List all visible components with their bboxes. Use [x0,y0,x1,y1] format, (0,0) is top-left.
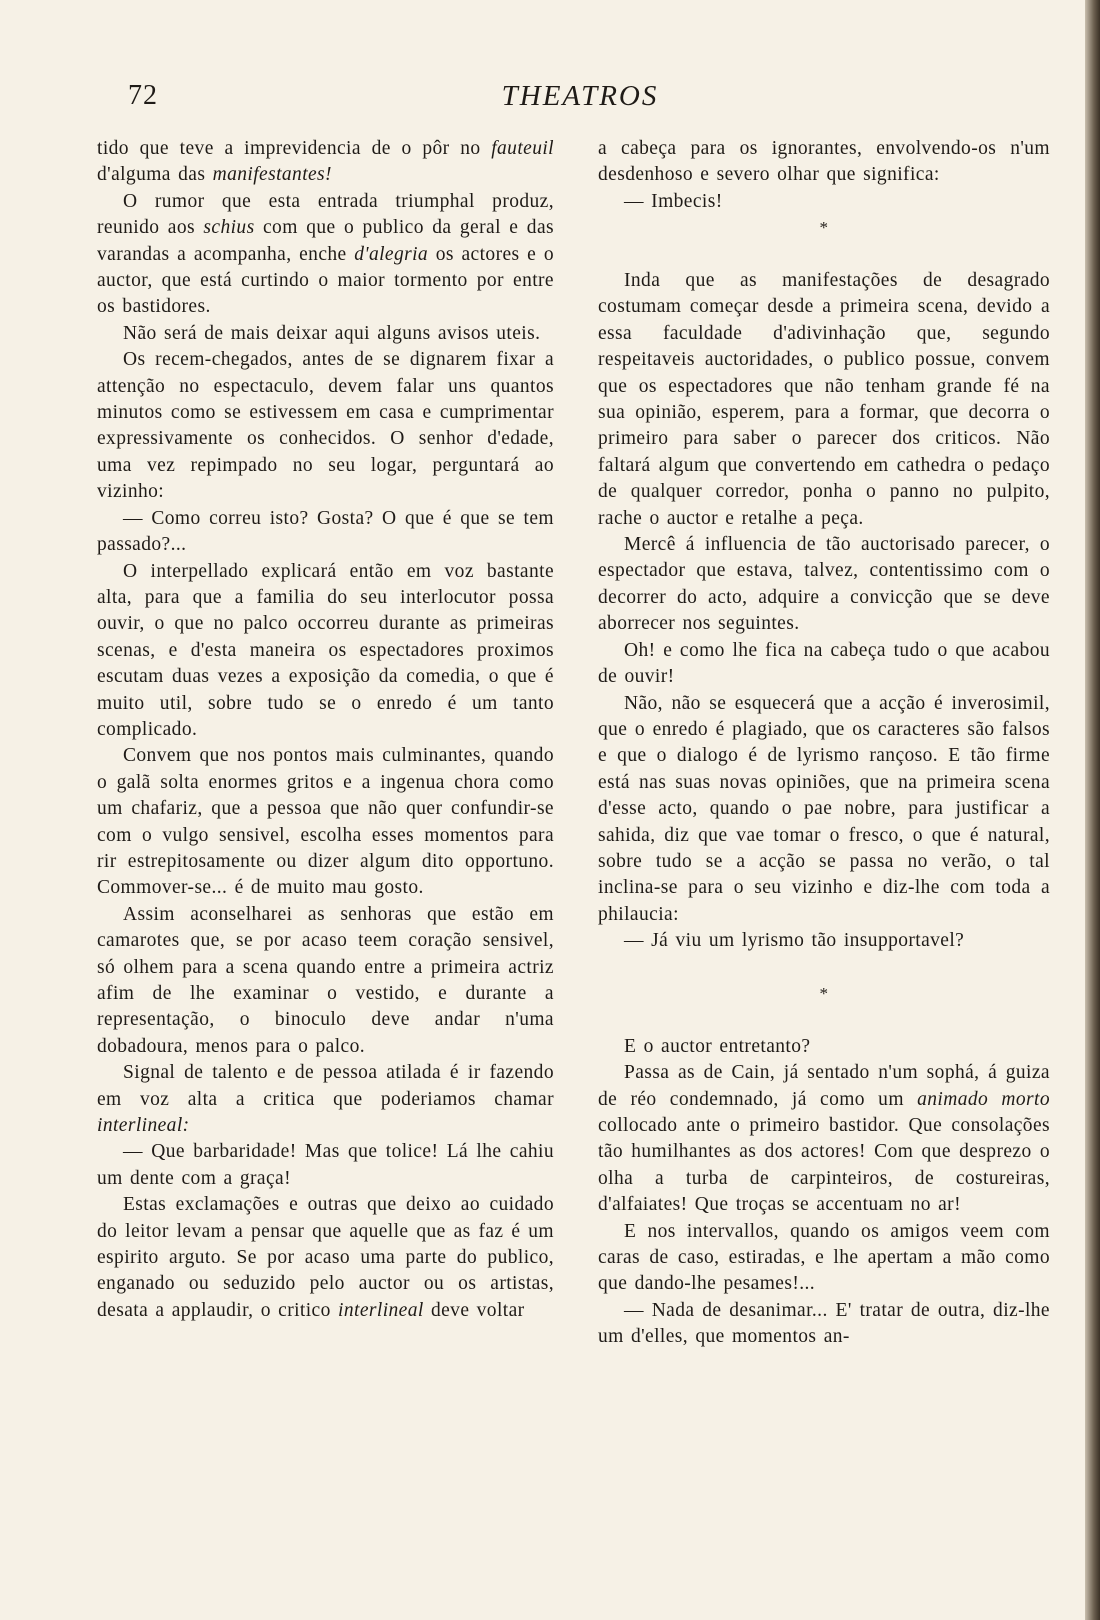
italic-term: d'alegria [354,243,429,265]
paragraph: a cabeça para os ignorantes, envolvendo-os n'um desdenhoso e severo olhar que significa: [598,138,1050,186]
paragraph: Estas exclamações e outras que deixo ao cuidado do leitor levam a pensar que aquelle que as faz é um espirito arguto. Se por acaso uma parte do publico, enganado ou seduzido pelo auctor ou os artistas, desata a applaudir, o critico interlineal deve voltar [97,1194,554,1321]
dialogue-line: — Nada de desanimar... E' tratar de outra, diz-lhe um d'elles, que momentos an- [598,1299,1050,1348]
page-edge-shadow [1085,0,1100,1620]
section-ornament: * [819,983,829,1003]
paragraph: Não será de mais deixar aqui alguns avisos uteis. [123,322,541,344]
paragraph: Não, não se esquecerá que a acção é inverosimil, que o enredo é plagiado, que os caracteres são falsos e que o dialogo é de lyrismo rançoso. E tão firme está nas suas novas opiniões, que na primeira scena d'esse acto, quando o pae nobre, para justificar a sahida, diz que vae tomar o fresco, o que é natural, sobre tudo se a acção se passa no verão, o tal inclina-se para o seu vizinho e diz-lhe com toda a philaucia: [598,692,1050,925]
dialogue-line: — Já viu um lyrismo tão insupportavel? [624,930,965,952]
right-column [598,136,1050,1351]
paragraph: Assim aconselharei as senhoras que estão em camarotes que, se por acaso teem coração sensivel, só olhem para a scena quando entre a primeira actriz afim de lhe examinar o vestido, e durante a representação, o binoculo deve andar n'uma dobadoura, menos para o palco. [97,903,554,1057]
paragraph: E nos intervallos, quando os amigos veem com caras de caso, estiradas, e lhe apertam a mão como que dando-lhe pesames!... [598,1220,1050,1295]
paragraph: Oh! e como lhe fica na cabeça tudo o que acabou de ouvir! [598,639,1050,688]
paragraph: Passa as de Cain, já sentado n'um sophá, á guiza de réo condemnado, já como um animado morto collocado ante o primeiro bastidor. Que consolações tão humilhantes as dos actores! Com que desprezo o olha a turba de carpinteiros, de costureiras, d'alfaiates! Que troças se accentuam no ar! [598,1062,1050,1216]
running-title: THEATROS [501,80,659,112]
dialogue-line: — Como correu isto? Gosta? O que é que se tem passado?... [97,507,554,556]
section-ornament: * [819,218,829,238]
dialogue-line: — Imbecis! [624,190,723,212]
paragraph: Mercê á influencia de tão auctorisado parecer, o espectador que estava, talvez, contentissimo com o decorrer do acto, adquire a convicção que se deve aborrecer nos seguintes. [598,534,1050,635]
paragraph: Os recem-chegados, antes de se dignarem fixar a attenção no espectaculo, devem falar uns quantos minutos como se estivessem em casa e cumprimentar expressivamente os conhecidos. O senhor d'edade, uma vez repimpado no seu logar, perguntará ao vizinho: [97,349,554,503]
italic-term: manifestantes! [212,164,332,186]
paragraph: Signal de talento e de pessoa atilada é ir fazendo em voz alta a critica que poderiamos chamar interlineal: [97,1062,554,1137]
italic-term: schius [203,217,255,239]
italic-term: animado morto [917,1088,1050,1110]
paragraph: O rumor que esta entrada triumphal produz, reunido aos schius com que o publico da geral e das varandas a acompanha, enche d'alegria os actores e o auctor, que está curtindo o maior tormento por entre os bastidores. [97,190,554,318]
left-column [97,136,554,1324]
spacer [598,1007,1050,1033]
spacer [598,955,1050,981]
italic-term: fauteuil [491,138,554,159]
paragraph: Convem que nos pontos mais culminantes, quando o galã solta enormes gritos e a ingenua chora como um chafariz, que a pessoa que não quer confundir-se com o vulgo sensivel, escolha esses momentos para rir estrepitosamente ou dizer algum dito opportuno. Commover-se... é de muito mau gosto. [97,745,554,899]
italic-term: interlineal [338,1299,424,1321]
page-number: 72 [128,80,158,111]
paragraph: Inda que as manifestações de desagrado costumam começar desde a primeira scena, devido a essa faculdade d'adivinhação que, segundo respeitaveis auctoridades, o publico possue, convem que os espectadores que não tenham grande fé na sua opinião, esperem, para a formar, que decorra o primeiro para saber o parecer dos criticos. Não faltará algum que convertendo em cathedra o pedaço de qualquer corredor, ponha o panno no pulpito, rache o auctor e retalhe a peça. [598,270,1050,529]
paragraph: tido que teve a imprevidencia de o pôr no fauteuil d'alguma das manifestantes! [97,138,554,186]
italic-term: interlineal: [97,1115,190,1137]
paragraph: O interpellado explicará então em voz bastante alta, para que a familia do seu interlocutor possa ouvir, o que no palco occorreu durante as primeiras scenas, e d'esta maneira os espectadores proximos escutam duas vezes a exposição da comedia, o que é muito util, sobre tudo se o enredo é um tanto complicado. [97,560,554,740]
dialogue-line: — Que barbaridade! Mas que tolice! Lá lhe cahiu um dente com a graça! [97,1141,554,1189]
paragraph: E o auctor entretanto? [624,1035,811,1057]
page-header [0,80,1085,120]
spacer [598,242,1050,268]
